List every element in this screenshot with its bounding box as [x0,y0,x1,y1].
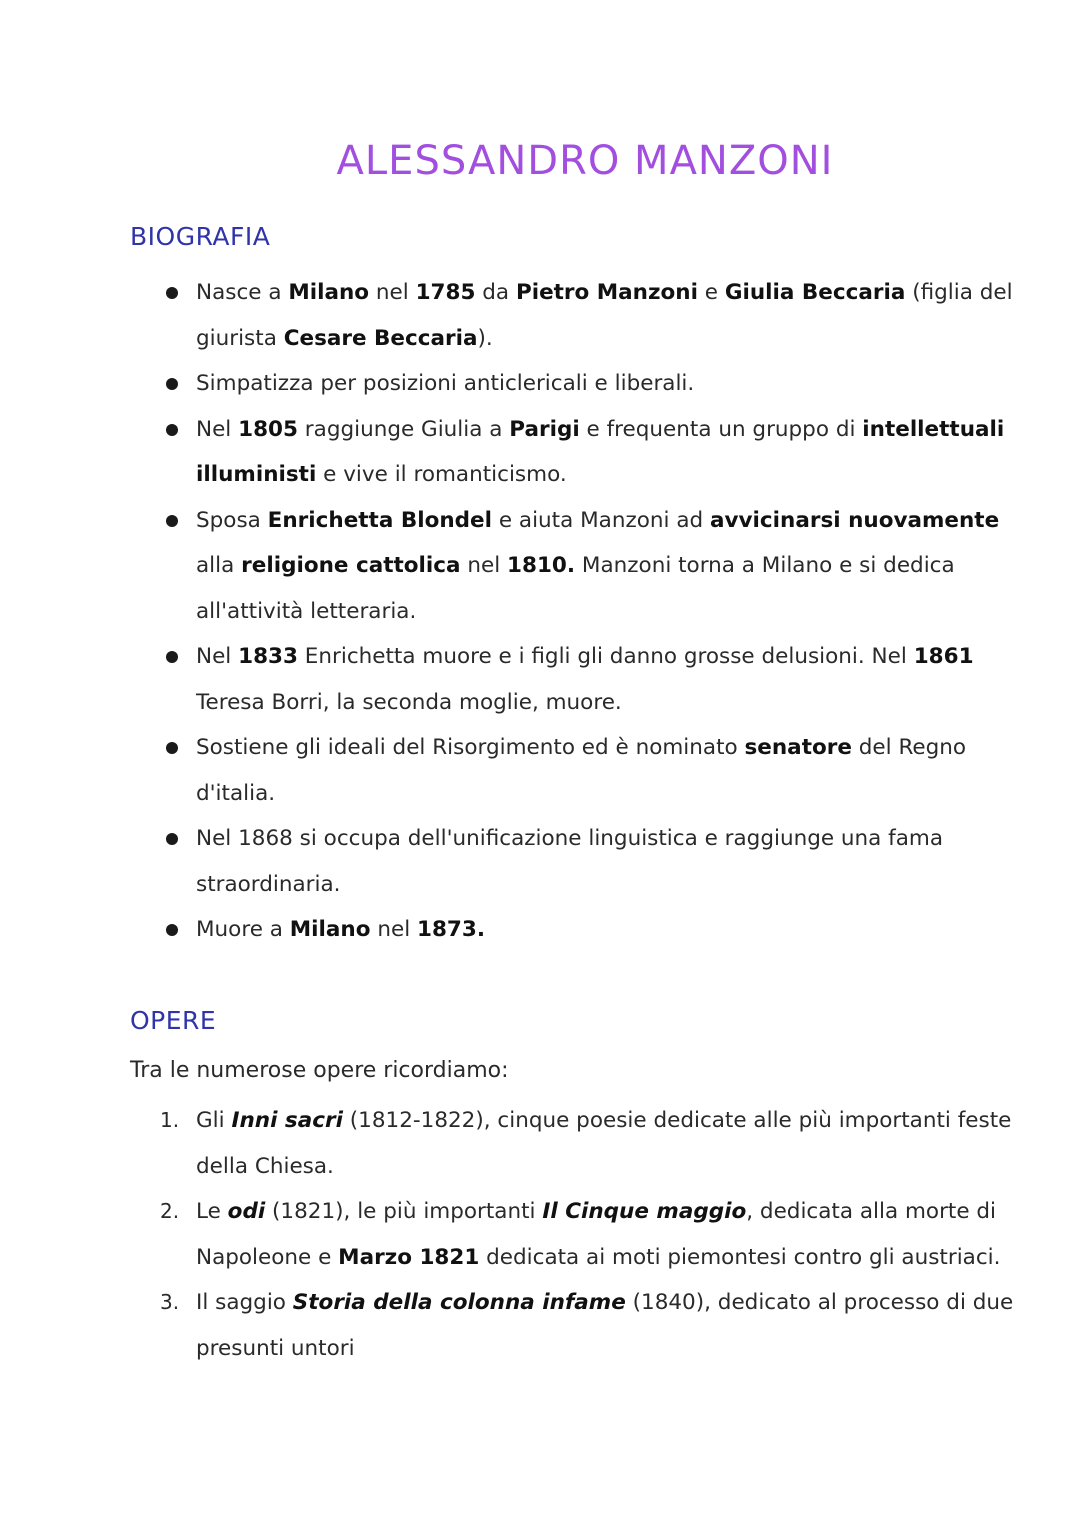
list-item [160,270,1020,361]
text-segment: Nel [196,416,239,442]
bullet-icon [166,924,178,936]
text-segment: e [697,280,725,305]
text-segment: , dedicata alla morte di Napoleone e [196,1199,997,1270]
bold-text: avvicinarsi nuovamente [710,507,1000,533]
text-segment: del Regno d'italia. [196,735,967,806]
text-segment: Simpatizza per posizioni anticlericali e liberali. [196,371,695,396]
bold-text: Cesare Beccaria [283,325,478,351]
text-segment: Nel 1868 si occupa dell'unificazione linguistica e raggiunge una fama straordinaria. [196,826,944,897]
list-item [160,725,1020,816]
bold-text: religione cattolica [241,553,461,578]
text-segment: e frequenta un gruppo di [579,416,863,442]
bullet-icon [166,424,178,436]
bullet-icon [166,651,178,663]
list-item [160,634,1020,725]
text-segment: Nel [196,644,239,669]
text-segment: Teresa Borri, la seconda moglie, muore. [196,689,622,715]
text-segment: Sposa [196,507,268,533]
bold-text: 1805 [238,416,298,442]
list-item [160,1098,1020,1189]
list-item [160,361,1020,407]
bold-italic-text: Storia della colonna infame [292,1290,626,1315]
text-segment: nel [370,917,418,942]
text-segment: Sostiene gli ideali del Risorgimento ed è nominato [196,735,745,760]
text-segment: (1821), le più importanti [265,1199,543,1224]
text-segment: Il saggio [196,1290,293,1315]
bold-italic-text: Il Cinque maggio [542,1199,747,1224]
bold-text: 1873. [417,917,486,942]
list-item [160,498,1020,635]
bullet-icon [166,287,178,299]
bold-text: 1861 [913,644,974,669]
list-item [160,816,1020,907]
bullet-icon [166,742,178,754]
text-segment: Muore a [196,917,290,942]
list-item [160,907,1020,953]
bold-text: Enrichetta Blondel [267,507,492,533]
list-number: 1. [160,1108,180,1132]
bullet-icon [166,833,178,845]
bold-text: Milano [289,917,371,942]
bullet-icon [166,515,178,527]
text-segment: Gli [196,1108,232,1133]
text-segment: nel [460,553,508,578]
text-segment: Nasce a [196,280,289,305]
bold-italic-text: Inni sacri [231,1108,343,1133]
text-segment: Manzoni torna a Milano e si dedica all'attività letteraria. [196,553,955,624]
bold-text: Giulia Beccaria [724,280,906,305]
bold-text: Milano [288,280,370,305]
text-segment: Enrichetta muore e i figli gli danno grosse delusioni. Nel [297,644,914,669]
opere-heading: OPERE [130,1006,217,1035]
text-segment: (figlia del giurista [196,280,1013,351]
biografia-list [160,270,1020,953]
list-item [160,1189,1020,1280]
list-item [160,1280,1020,1371]
list-number: 3. [160,1290,180,1314]
bold-text: 1810. [507,553,576,578]
opere-intro: Tra le numerose opere ricordiamo: [130,1058,509,1083]
text-segment: e vive il romanticismo. [316,462,567,487]
bullet-icon [166,378,178,390]
text-segment: ). [477,325,493,351]
text-segment: (1812-1822), cinque poesie dedicate alle più importanti feste della Chiesa. [196,1108,1012,1179]
bold-text: intellettuali illuministi [196,416,1005,487]
opere-list [160,1098,1020,1371]
bold-text: 1785 [415,280,476,305]
biografia-heading: BIOGRAFIA [130,222,271,251]
text-segment: da [475,280,516,305]
text-segment: nel [369,280,416,305]
bold-text: Parigi [509,416,580,442]
text-segment: (1840), dedicato al processo di due presunti untori [196,1290,1014,1361]
text-segment: e aiuta Manzoni ad [492,507,710,533]
bold-text: Pietro Manzoni [515,280,698,305]
list-item [160,407,1020,498]
page-title: ALESSANDRO MANZONI [336,138,834,184]
text-segment: raggiunge Giulia a [297,416,510,442]
text-segment: dedicata ai moti piemontesi contro gli austriaci. [479,1244,1001,1270]
text-segment: alla [196,553,242,578]
bold-text: 1833 [238,644,298,669]
text-segment: Le [196,1199,228,1224]
bold-text: senatore [744,735,852,760]
list-number: 2. [160,1199,180,1223]
bold-text: Marzo 1821 [338,1244,480,1270]
bold-italic-text: odi [227,1199,266,1224]
